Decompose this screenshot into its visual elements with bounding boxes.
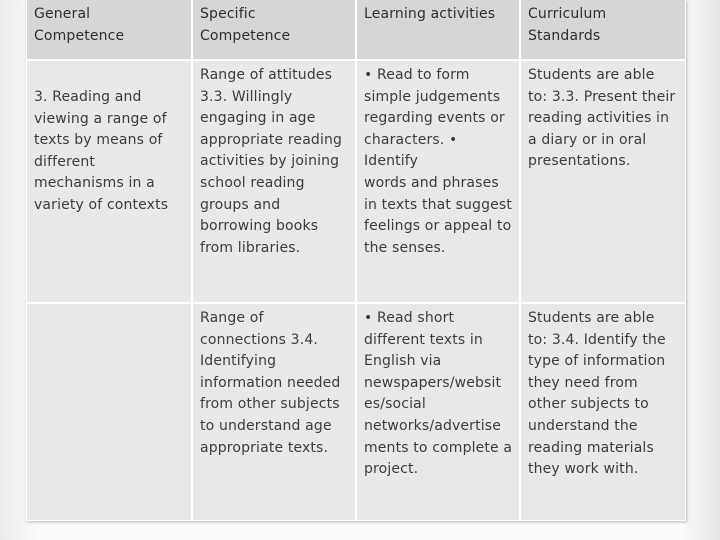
row-divider: [27, 302, 685, 304]
row1-curriculum-standards: Students are able to: 3.3. Present their reading activities in a diary or in oral presentations.: [528, 67, 676, 170]
row-divider: [27, 59, 685, 61]
row2-specific-competence: Range of connections 3.4. Identifying information needed from other subjects to understand age appropriate texts.: [200, 310, 341, 456]
header-general-competence: General Competence: [27, 0, 191, 59]
row1-specific-competence: Range of attitudes 3.3. Willingly engaging in age appropriate reading activities by joining school reading groups and borrowing books from libraries.: [200, 67, 343, 256]
row2-learning-activities: • Read short different texts in English via newspapers/websit es/social networks/advertise ments to complete a project.: [364, 310, 513, 478]
header-specific-competence: Specific Competence: [193, 0, 355, 59]
column-divider: [355, 0, 357, 520]
row2-general-competence: [27, 304, 191, 518]
row1-learning-activities: • Read to form simple judgements regarding events or characters. • Identify words and phrases in texts that suggest feelings or appeal to the senses.: [364, 67, 512, 256]
header-curriculum-standards: Curriculum Standards: [521, 0, 685, 59]
competence-table: [26, 0, 686, 521]
slide-right-edge-shading: [684, 0, 720, 540]
header-learning-activities: Learning activities: [357, 0, 519, 59]
column-divider: [191, 0, 193, 520]
row2-curriculum-standards: Students are able to: 3.4. Identify the type of information they need from other subjects to understand the reading materials they work with.: [528, 310, 666, 478]
row1-general-competence: 3. Reading and viewing a range of texts by means of different mechanisms in a variety of contexts: [34, 89, 169, 213]
column-divider: [519, 0, 521, 520]
